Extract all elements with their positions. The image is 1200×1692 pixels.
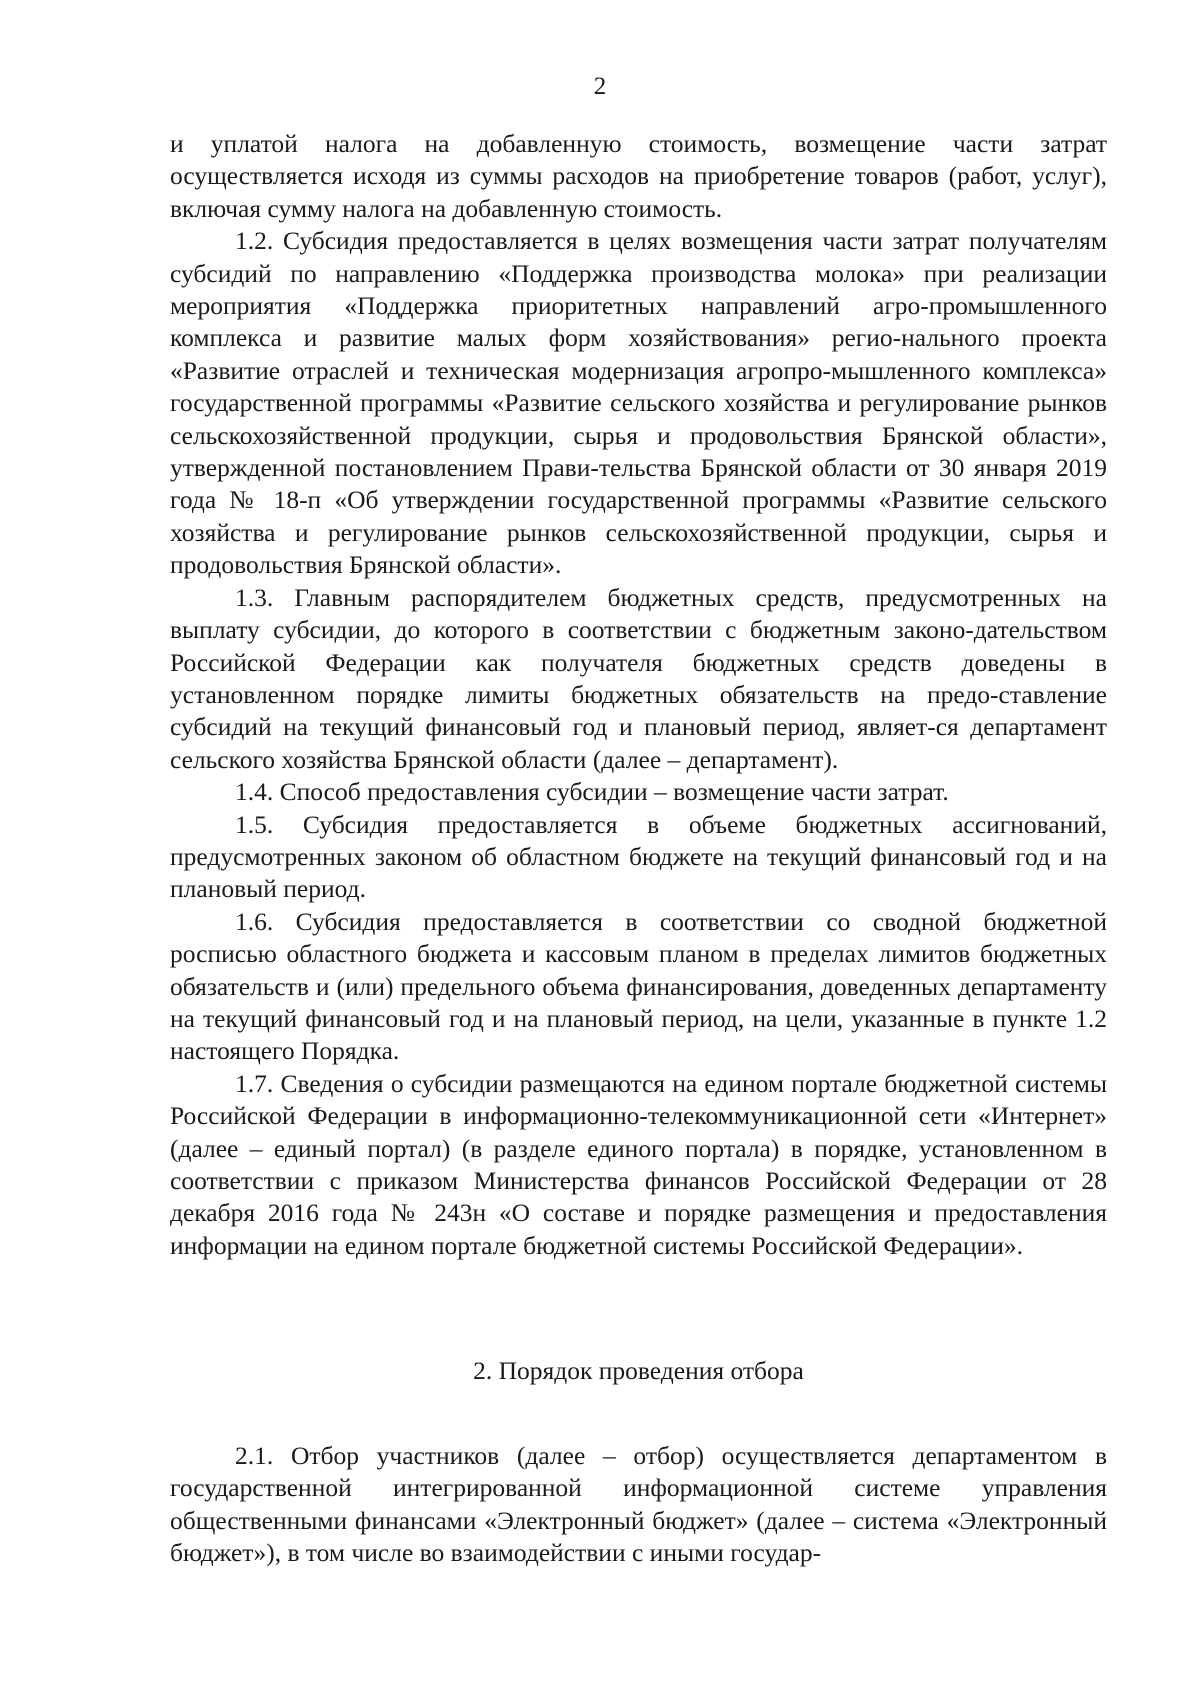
paragraph-continuation: и уплатой налога на добавленную стоимость, возмещение части затрат осуществляется исходя из суммы расходов на приобретение товаров (работ, услуг), включая сумму налога на добавленную стоимость. [170, 129, 1107, 223]
paragraph-1-6: 1.6. Субсидия предоставляется в соответствии со сводной бюджетной росписью областного бюджета и кассовым планом в пределах лимитов бюджетных обязательств и (или) предельного объема финансирования, доведенных департаменту на текущий финансовый год и на плановый период, на цели, указанные в пункте 1.2 настоящего Порядка. [170, 906, 1107, 1066]
section-heading: 2. Порядок проведения отбора [473, 1356, 804, 1385]
section-body-text [170, 1440, 1107, 1570]
paragraph-1-3: 1.3. Главным распорядителем бюджетных средств, предусмотренных на выплату субсидии, до которого в соответствии с бюджетным законо-дательством Российской Федерации как получателя бюджетных средств доведены в установленном порядке лимиты бюджетных обязательств на предо-ставление субсидий на текущий финансовый год и плановый период, являет-ся департамент сельского хозяйства Брянской области (далее – департамент). [170, 582, 1107, 774]
page-number: 2 [593, 73, 607, 100]
paragraph-1-7: 1.7. Сведения о субсидии размещаются на едином портале бюджетной системы Российской Федерации в информационно-телекоммуникационной сети «Интернет» (далее – единый портал) (в разделе единого портала) в порядке, установленном в соответствии с приказом Министерства финансов Российской Федерации от 28 декабря 2016 года № 243н «О составе и порядке размещения и предоставления информации на едином портале бюджетной системы Российской Федерации». [170, 1068, 1107, 1260]
paragraph-1-4: 1.4. Способ предоставления субсидии – возмещение части затрат. [235, 777, 949, 807]
paragraph-1-2: 1.2. Субсидия предоставляется в целях возмещения части затрат получателям субсидий по направлению «Поддержка производства молока» при реализации мероприятия «Поддержка приоритетных направлений агро-промышленного комплекса и развитие малых форм хозяйствования» регио-нального проекта «Развитие отраслей и техническая модернизация агропро-мышленного комплекса» государственной программы «Развитие сельского хозяйства и регулирование рынков сельскохозяйственной продукции, сырья и продовольствия Брянской области», утвержденной постановлением Прави-тельства Брянской области от 30 января 2019 года № 18-п «Об утверждении государственной программы «Развитие сельского хозяйства и регулирование рынков сельскохозяйственной продукции, сырья и продовольствия Брянской области». [170, 226, 1107, 580]
body-text [170, 128, 1107, 1262]
paragraph-1-5: 1.5. Субсидия предоставляется в объеме бюджетных ассигнований, предусмотренных законом об областном бюджете на текущий финансовый год и на плановый период. [170, 809, 1107, 904]
paragraph-2-1: 2.1. Отбор участников (далее – отбор) осуществляется департаментом в государственной интегрированной информационной системе управления общественными финансами «Электронный бюджет» (далее – система «Электронный бюджет»), в том числе во взаимодействии с иными государ- [170, 1441, 1107, 1568]
